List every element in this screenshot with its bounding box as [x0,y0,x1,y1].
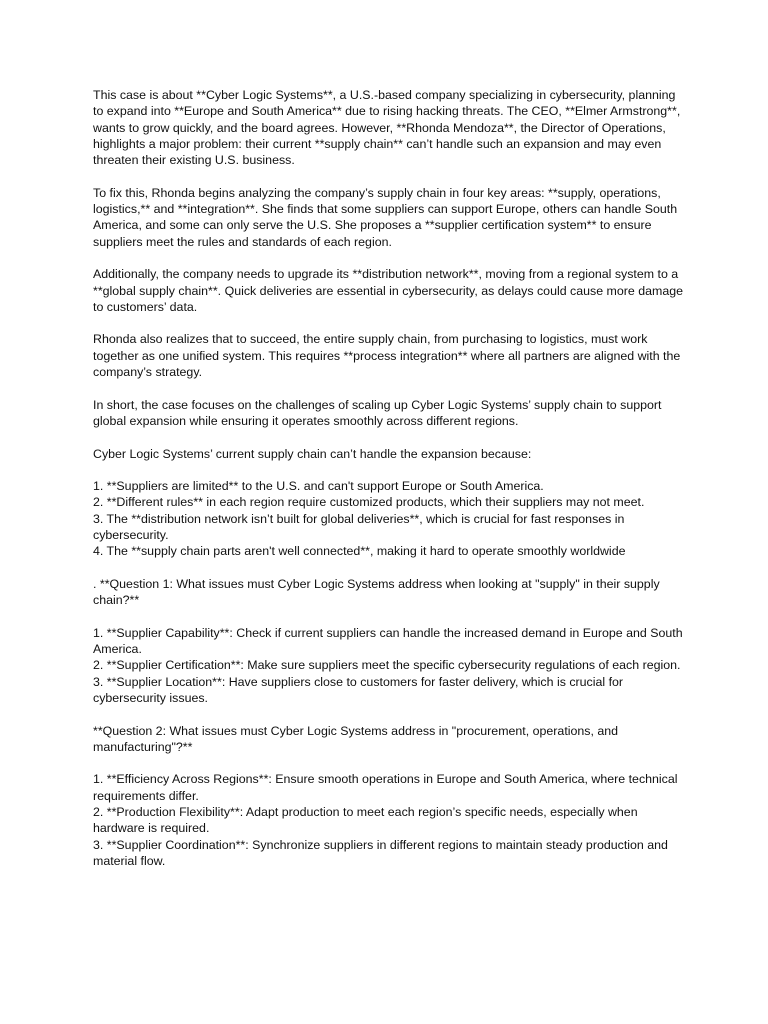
list-item: 3. The **distribution network isn’t built for global deliveries**, which is crucial for fast responses in cybersecurity. [93,511,625,543]
list-item: 2. **Different rules** in each region require customized products, which their suppliers may not meet. [93,495,645,510]
list-item: 1. **Suppliers are limited** to the U.S. and can't support Europe or South America. [93,479,544,494]
list-item: 4. The **supply chain parts aren't well connected**, making it hard to operate smoothly worldwide [93,544,626,559]
intro-paragraph-6: Cyber Logic Systems’ current supply chain can’t handle the expansion because: [93,446,532,461]
question-1-heading: . **Question 1: What issues must Cyber Logic Systems address when looking at "supply" in their supply chain?** [93,576,660,608]
list-item: 2. **Supplier Certification**: Make sure suppliers meet the specific cybersecurity regulations of each region. [93,658,681,673]
list-item: 3. **Supplier Location**: Have suppliers close to customers for faster delivery, which is crucial for cybersecurity issues. [93,674,624,705]
reasons-list [93,478,683,559]
intro-paragraph-3: Additionally, the company needs to upgrade its **distribution network**, moving from a regional system to a **global supply chain**. Quick deliveries are essential in cybersecurity, as delays could cause more damage to customers’ data. [93,267,684,314]
question-2-heading: **Question 2: What issues must Cyber Logic Systems address in "procurement, operations, and manufacturing"?** [93,723,619,754]
intro-paragraph-5: In short, the case focuses on the challenges of scaling up Cyber Logic Systems’ supply chain to support global expansion while ensuring it operates smoothly across different regions. [93,397,662,428]
intro-paragraph-4: Rhonda also realizes that to succeed, the entire supply chain, from purchasing to logistics, must work together as one unified system. This requires **process integration** where all partners are aligned with the company’s strategy. [93,332,681,380]
question-1-answers [93,625,683,706]
document-body [93,87,683,886]
question-2-answers [93,771,683,869]
list-item: 3. **Supplier Coordination**: Synchronize suppliers in different regions to maintain steady production and material flow. [93,837,668,868]
intro-paragraph-1: This case is about **Cyber Logic Systems**, a U.S.-based company specializing in cybersecurity, planning to expand into **Europe and South America** due to rising hacking threats. The CEO, **Elmer Armstrong**, wants to grow quickly, and the board agrees. However, **Rhonda Mendoza**, the Director of Operations, highlights a major problem: their current **supply chain** can’t handle such an expansion and may even threaten their existing U.S. business. [93,88,681,168]
list-item: 2. **Production Flexibility**: Adapt production to meet each region’s specific needs, especially when hardware is required. [93,805,638,836]
list-item: 1. **Efficiency Across Regions**: Ensure smooth operations in Europe and South America, where technical requirements differ. [93,772,678,803]
intro-paragraph-2: To fix this, Rhonda begins analyzing the company’s supply chain in four key areas: **supply, operations, logistics,** and **integration**. She finds that some suppliers can support Europe, others can handle South America, and some can only serve the U.S. She proposes a **supplier certification system** to ensure suppliers meet the rules and standards of each region. [93,185,678,249]
list-item: 1. **Supplier Capability**: Check if current suppliers can handle the increased demand in Europe and South America. [93,625,683,657]
